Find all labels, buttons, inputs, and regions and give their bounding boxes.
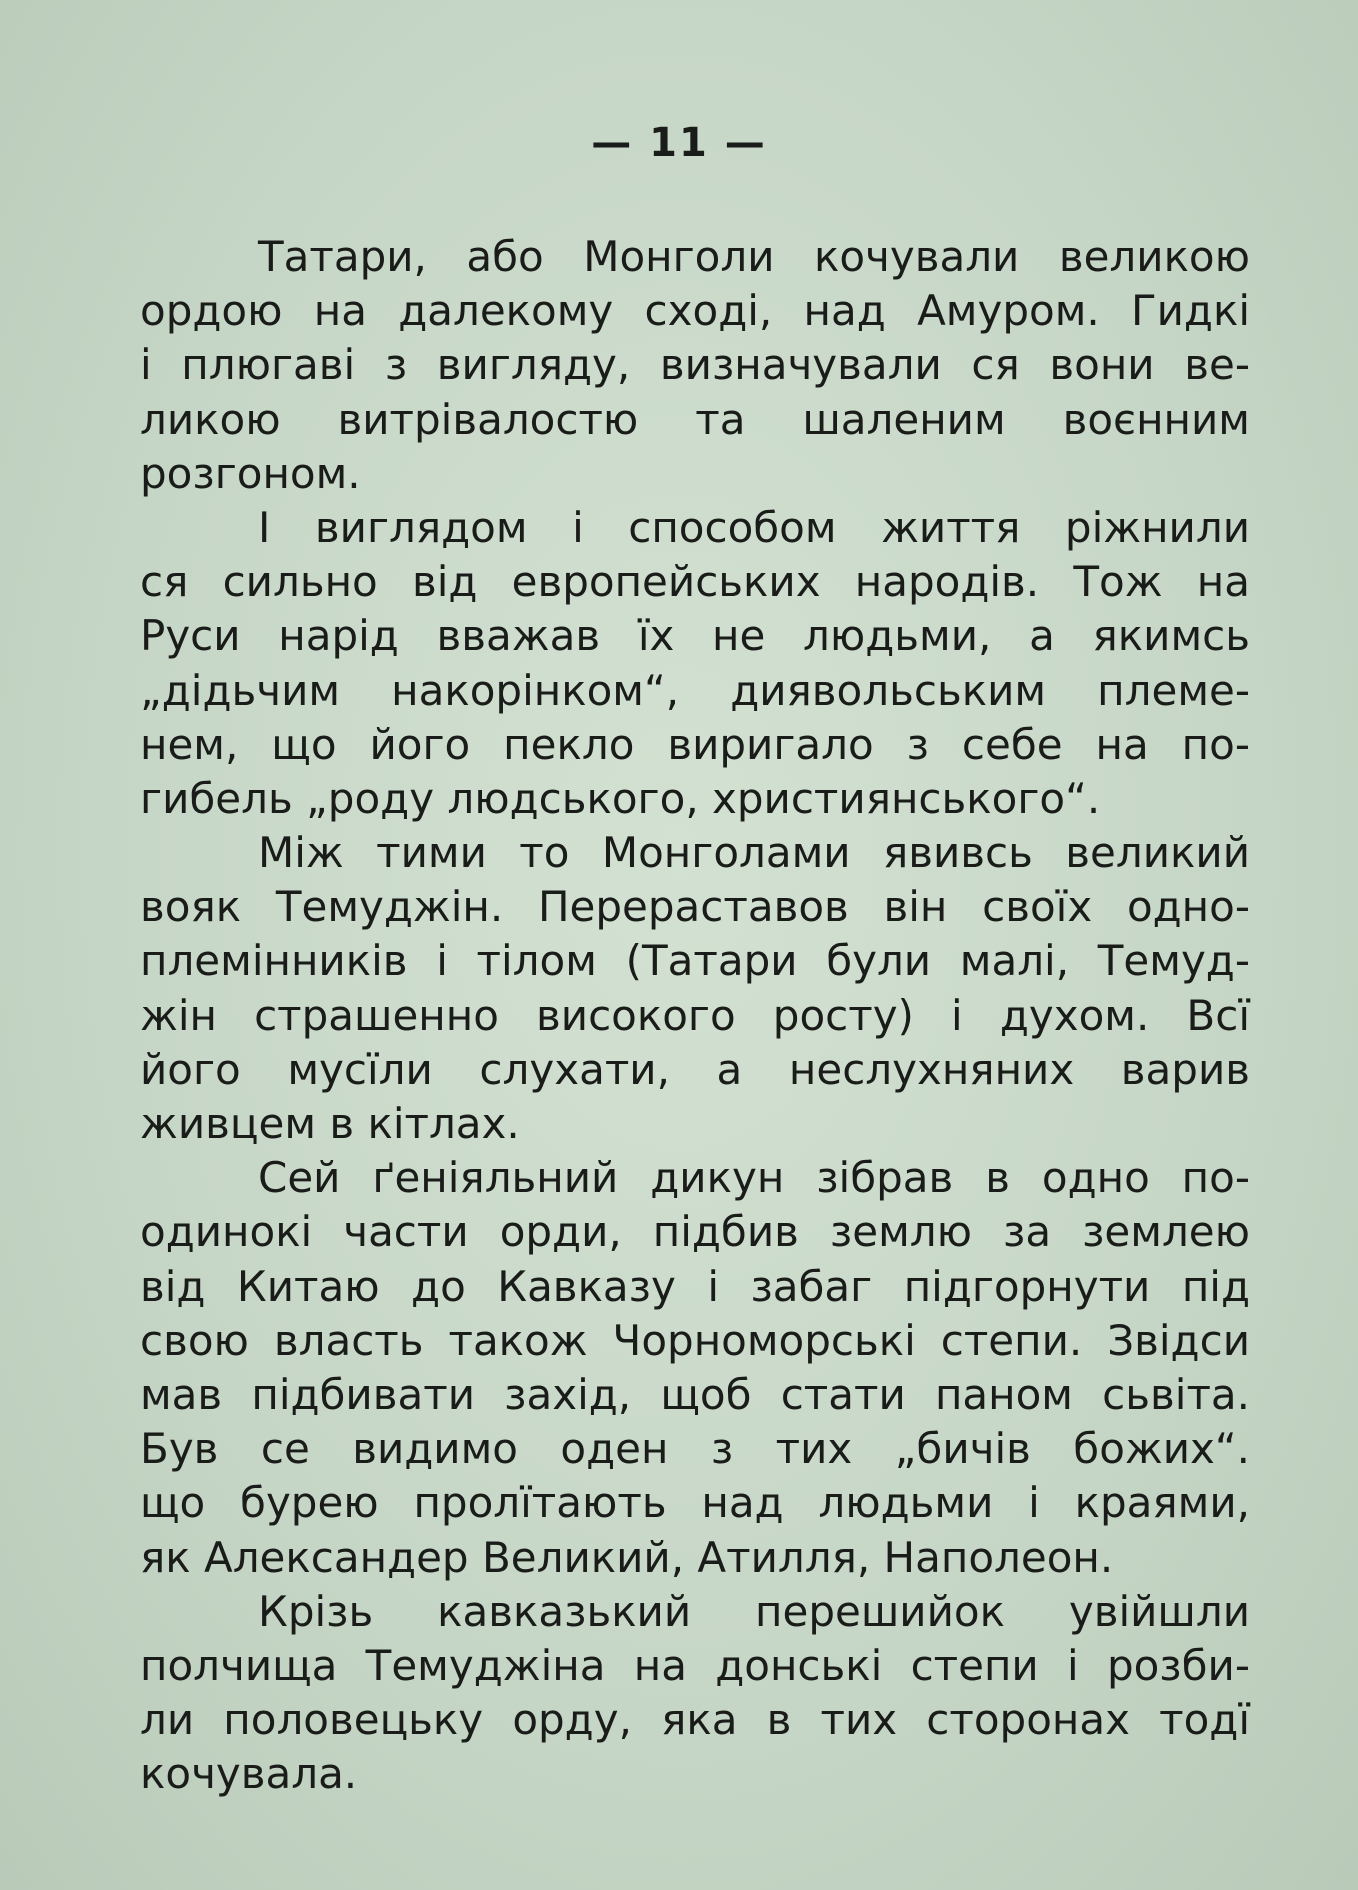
text-line: ордою на далекому сході, над Амуром. Гидкі	[140, 286, 1250, 336]
text-line: одинокі части орди, підбив землю за землею	[140, 1207, 1250, 1257]
text-line: від Китаю до Кавказу і забаг підгорнути під	[140, 1261, 1250, 1311]
text-line: Був се видимо оден з тих „бичів божих“.	[140, 1424, 1250, 1474]
paragraph	[140, 1585, 1250, 1802]
page-number: — 11 —	[591, 120, 767, 166]
text-line: ся сильно від европейських народів. Тож на	[140, 557, 1250, 607]
text-line: кочувала.	[140, 1749, 358, 1799]
text-line: і плюгаві з вигляду, визначували ся вони ве-	[140, 340, 1250, 390]
text-line: племінників і тілом (Татари були малі, Темуд-	[140, 936, 1250, 986]
text-line: Татари, або Монголи кочували великою	[258, 232, 1250, 281]
text-line: як Александер Великий, Атилля, Наполеон.	[140, 1532, 1114, 1582]
text-line: вояк Темуджін. Перераставов він своїх одно-	[140, 882, 1250, 932]
text-line: нем, що його пекло виригало з себе на по-	[140, 719, 1250, 769]
text-line: жін страшенно високого росту) і духом. Всї	[140, 990, 1250, 1040]
paragraph	[140, 501, 1250, 826]
paragraph	[140, 1151, 1250, 1585]
text-line: живцем в кітлах.	[140, 1099, 520, 1148]
text-line: ли половецьку орду, яка в тих сторонах тодї	[140, 1695, 1250, 1745]
text-line: його мусїли слухати, а неслухняних варив	[140, 1044, 1250, 1094]
text-line: гибель „роду людського, християнського“.	[140, 773, 1101, 823]
text-line: „дідьчим накорінком“, диявольським племе-	[140, 665, 1250, 715]
text-line: свою власть також Чорноморські степи. Звідси	[140, 1315, 1250, 1365]
text-line: Руси нарід вважав їх не людьми, а якимсь	[140, 611, 1250, 661]
text-line: Сей ґеніяльний дикун зібрав в одно по-	[258, 1153, 1250, 1203]
text-line: розгоном.	[140, 448, 361, 498]
paragraph	[140, 230, 1250, 501]
text-line: що бурею пролїтають над людьми і краями,	[140, 1478, 1250, 1528]
text-line: ликою витрівалостю та шаленим воєнним	[140, 394, 1250, 444]
text-line: мав підбивати захід, щоб стати паном сьвіта.	[140, 1369, 1250, 1419]
text-line: Між тими то Монголами явивсь великий	[258, 828, 1250, 878]
body-text	[140, 230, 1250, 1801]
text-line: полчища Темуджіна на донські степи і розби-	[140, 1640, 1250, 1690]
text-line: І виглядом і способом життя ріжнили	[258, 502, 1250, 552]
text-line: Крізь кавказький перешийок увійшли	[258, 1586, 1250, 1636]
paragraph	[140, 826, 1250, 1151]
